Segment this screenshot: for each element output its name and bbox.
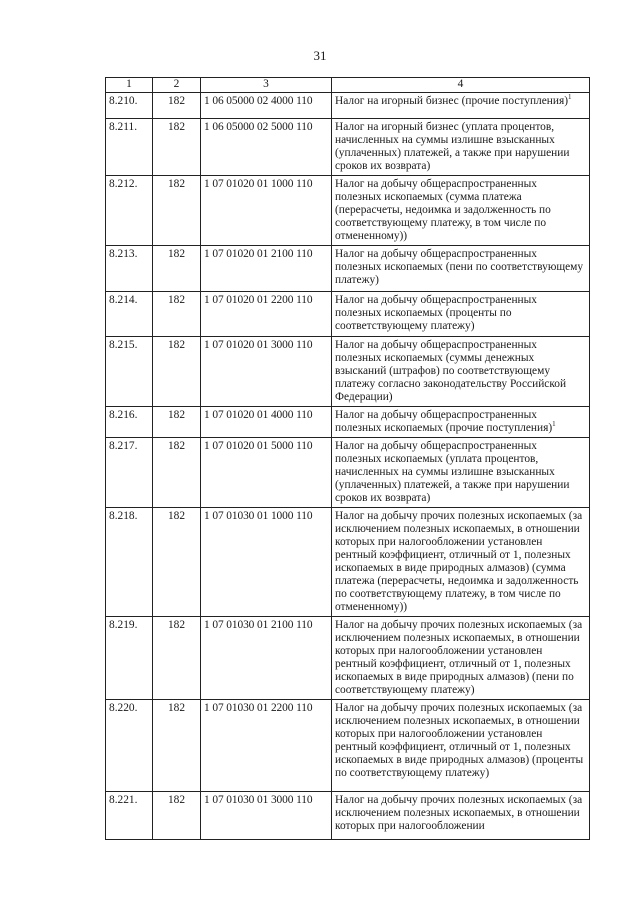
- admin-code: 182: [153, 176, 201, 246]
- admin-code: 182: [153, 119, 201, 176]
- table-row: [106, 508, 590, 617]
- budget-classification-code: 1 07 01030 01 1000 110: [201, 508, 332, 617]
- revenue-description: Налог на добычу общераспространенных полезных ископаемых (проценты по соответствующему платежу): [332, 292, 590, 337]
- admin-code: 182: [153, 93, 201, 119]
- revenue-description: Налог на добычу общераспространенных полезных ископаемых (уплата процентов, начисленных на суммы излишне взысканных (уплаченных) платежей, а также при нарушении сроков их возврата): [332, 438, 590, 508]
- revenue-description: Налог на игорный бизнес (уплата процентов, начисленных на суммы излишне взысканных (уплаченных) платежей, а также при нарушении сроков их возврата): [332, 119, 590, 176]
- table-row: [106, 407, 590, 438]
- row-number: 8.218.: [106, 508, 153, 617]
- revenue-description: Налог на добычу общераспространенных полезных ископаемых (пени по соответствующему платежу): [332, 246, 590, 292]
- admin-code: 182: [153, 246, 201, 292]
- revenue-description: Налог на добычу прочих полезных ископаемых (за исключением полезных ископаемых, в отношении которых при налогообложении: [332, 792, 590, 840]
- admin-code: 182: [153, 292, 201, 337]
- budget-classification-code: 1 07 01020 01 5000 110: [201, 438, 332, 508]
- admin-code: 182: [153, 508, 201, 617]
- revenue-description: Налог на добычу общераспространенных полезных ископаемых (сумма платежа (перерасчеты, недоимка и задолженность по соответствующему платежу, в том числе по отмененному)): [332, 176, 590, 246]
- budget-classification-code: 1 07 01030 01 3000 110: [201, 792, 332, 840]
- row-number: 8.221.: [106, 792, 153, 840]
- budget-classification-code: 1 07 01020 01 3000 110: [201, 337, 332, 407]
- table-body: [106, 93, 590, 840]
- budget-classification-code: 1 06 05000 02 4000 110: [201, 93, 332, 119]
- revenue-description: Налог на игорный бизнес (прочие поступления)$^1$: [332, 93, 590, 119]
- table-row: [106, 246, 590, 292]
- budget-classification-code: 1 06 05000 02 5000 110: [201, 119, 332, 176]
- row-number: 8.210.: [106, 93, 153, 119]
- admin-code: 182: [153, 792, 201, 840]
- revenue-description: Налог на добычу прочих полезных ископаемых (за исключением полезных ископаемых, в отношении которых при налогообложении установлен рентный коэффициент, отличный от 1, полезных ископаемых в виде природных алмазов) (проценты по соответствующему платежу): [332, 700, 590, 792]
- row-number: 8.216.: [106, 407, 153, 438]
- row-number: 8.219.: [106, 617, 153, 700]
- header-col-1: 1: [106, 78, 153, 93]
- header-col-4: 4: [332, 78, 590, 93]
- row-number: 8.213.: [106, 246, 153, 292]
- footnote-marker: 1: [568, 93, 572, 101]
- table-row: [106, 337, 590, 407]
- revenue-description: Налог на добычу общераспространенных полезных ископаемых (суммы денежных взысканий (штрафов) по соответствующему платежу согласно законодательству Российской Федерации): [332, 337, 590, 407]
- revenue-description: Налог на добычу общераспространенных полезных ископаемых (прочие поступления)$^1$: [332, 407, 590, 438]
- revenue-description: Налог на добычу прочих полезных ископаемых (за исключением полезных ископаемых, в отношении которых при налогообложении установлен рентный коэффициент, отличный от 1, полезных ископаемых в виде природных алмазов) (сумма платежа (перерасчеты, недоимка и задолженность по соответствующему платежу, в том числе по отмененному)): [332, 508, 590, 617]
- table-row: [106, 119, 590, 176]
- admin-code: 182: [153, 700, 201, 792]
- table-row: [106, 700, 590, 792]
- row-number: 8.211.: [106, 119, 153, 176]
- row-number: 8.220.: [106, 700, 153, 792]
- footnote-marker: 1: [552, 420, 556, 428]
- table-row: [106, 292, 590, 337]
- admin-code: 182: [153, 407, 201, 438]
- row-number: 8.214.: [106, 292, 153, 337]
- row-number: 8.215.: [106, 337, 153, 407]
- admin-code: 182: [153, 617, 201, 700]
- header-col-2: 2: [153, 78, 201, 93]
- table-row: [106, 176, 590, 246]
- table-row: [106, 617, 590, 700]
- budget-classification-code: 1 07 01030 01 2200 110: [201, 700, 332, 792]
- header-row: [106, 78, 590, 93]
- budget-classification-code: 1 07 01020 01 2100 110: [201, 246, 332, 292]
- budget-classification-code: 1 07 01030 01 2100 110: [201, 617, 332, 700]
- budget-classification-code: 1 07 01020 01 2200 110: [201, 292, 332, 337]
- admin-code: 182: [153, 438, 201, 508]
- revenue-description: Налог на добычу прочих полезных ископаемых (за исключением полезных ископаемых, в отношении которых при налогообложении установлен рентный коэффициент, отличный от 1, полезных ископаемых в виде природных алмазов) (пени по соответствующему платежу): [332, 617, 590, 700]
- table-row: [106, 93, 590, 119]
- row-number: 8.217.: [106, 438, 153, 508]
- budget-classification-code: 1 07 01020 01 4000 110: [201, 407, 332, 438]
- table-row: [106, 438, 590, 508]
- table-row: [106, 792, 590, 840]
- budget-classification-code: 1 07 01020 01 1000 110: [201, 176, 332, 246]
- page-number: 31: [313, 48, 327, 63]
- row-number: 8.212.: [106, 176, 153, 246]
- admin-code: 182: [153, 337, 201, 407]
- header-col-3: 3: [201, 78, 332, 93]
- revenue-codes-table: [105, 77, 590, 840]
